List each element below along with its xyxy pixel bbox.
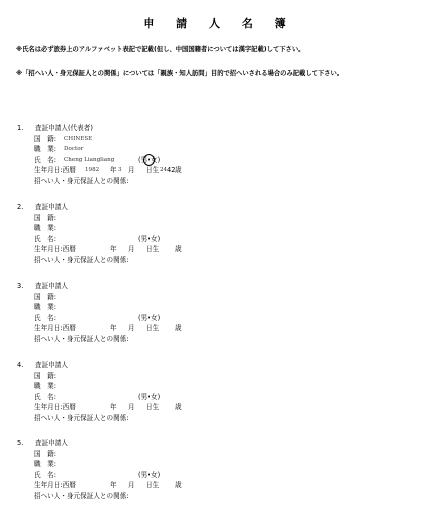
age-label: 歳 [175, 481, 182, 489]
birth-day-value: 24 [160, 167, 168, 173]
birth-month-value: 3 [118, 167, 122, 173]
entry-heading: 査証申請人(代表者) [35, 124, 93, 132]
birth-year-value: 1982 [85, 167, 100, 173]
day-label: 日生 [146, 166, 160, 174]
entry-heading: 査証申請人 [35, 439, 68, 447]
nationality-label: 国 籍: [34, 292, 57, 301]
month-label: 月 [128, 481, 135, 489]
nationality-label: 国 籍: [34, 213, 57, 222]
nationality-label: 国 籍: [34, 134, 57, 143]
occupation-label: 職 業: [34, 303, 57, 311]
day-label: 日生 [146, 481, 160, 489]
relation-label: 招へい人・身元保証人との関係: [34, 334, 129, 343]
occupation-label: 職 業: [34, 460, 57, 468]
name-label: 氏 名: [34, 313, 57, 322]
applicant-entry-2 [0, 202, 438, 265]
relation-label: 招へい人・身元保証人との関係: [34, 413, 129, 422]
entry-number: 3. [17, 282, 24, 290]
entry-heading: 査証申請人 [35, 361, 68, 369]
relation-label: 招へい人・身元保証人との関係: [34, 176, 129, 185]
day-label: 日生 [146, 245, 160, 253]
applicant-entry-4 [0, 360, 438, 423]
month-label: 月 [128, 403, 135, 411]
occupation-label: 職 業: [34, 382, 57, 390]
day-label: 日生 [146, 403, 160, 411]
month-label: 月 [128, 166, 135, 174]
dob-label: 生年月日:西暦 [34, 324, 76, 332]
year-label: 年 [110, 166, 117, 174]
dob-label: 生年月日:西暦 [34, 481, 76, 489]
sex-options: (男•女) [138, 392, 161, 401]
sex-options: (男•女) [138, 234, 161, 243]
nationality-label: 国 籍: [34, 449, 57, 458]
age-label: 歳 [175, 324, 182, 332]
document-title: 申 請 人 名 簿 [143, 17, 295, 30]
name-value: Cheng Liangliang [64, 156, 115, 163]
age-label: 歳 [175, 403, 182, 411]
dob-label: 生年月日:西暦 [34, 166, 76, 174]
dob-label: 生年月日:西暦 [34, 245, 76, 253]
applicant-entry-3 [0, 281, 438, 344]
year-label: 年 [110, 245, 117, 253]
year-label: 年 [110, 403, 117, 411]
name-label: 氏 名: [34, 470, 57, 479]
entry-number: 1. [17, 124, 24, 132]
name-label: 氏 名: [34, 155, 57, 164]
sex-options: (男•女) [138, 470, 161, 479]
nationality-value: CHINESE [64, 135, 93, 142]
entry-number: 4. [17, 361, 24, 369]
entry-heading: 査証申請人 [35, 282, 68, 290]
age-label: 歳 [175, 166, 182, 174]
name-label: 氏 名: [34, 234, 57, 243]
occupation-value: Doctor [64, 146, 84, 152]
applicant-entry-1 [0, 123, 438, 186]
occupation-label: 職 業: [34, 145, 57, 153]
note-relationship: ※「招へい人・身元保証人との関係」については「親族・知人訪問」目的で招へいされる場合のみ記載して下さい。 [16, 70, 344, 77]
age-value: 42 [167, 166, 176, 174]
day-label: 日生 [146, 324, 160, 332]
nationality-label: 国 籍: [34, 371, 57, 380]
month-label: 月 [128, 245, 135, 253]
note-name-notation: ※氏名は必ず旅券上のアルファベット表記で記載(但し、中国国籍者については漢字記載)して下さい。 [16, 46, 305, 53]
entry-number: 2. [17, 203, 24, 211]
sex-options: (男•女) [138, 313, 161, 322]
month-label: 月 [128, 324, 135, 332]
relation-label: 招へい人・身元保証人との関係: [34, 491, 129, 500]
name-label: 氏 名: [34, 392, 57, 401]
sex-options: (男•女) [138, 155, 161, 164]
year-label: 年 [110, 324, 117, 332]
entry-heading: 査証申請人 [35, 203, 68, 211]
age-label: 歳 [175, 245, 182, 253]
relation-label: 招へい人・身元保証人との関係: [34, 255, 129, 264]
entry-number: 5. [17, 439, 24, 447]
occupation-label: 職 業: [34, 224, 57, 232]
year-label: 年 [110, 481, 117, 489]
dob-label: 生年月日:西暦 [34, 403, 76, 411]
applicant-entry-5 [0, 438, 438, 501]
